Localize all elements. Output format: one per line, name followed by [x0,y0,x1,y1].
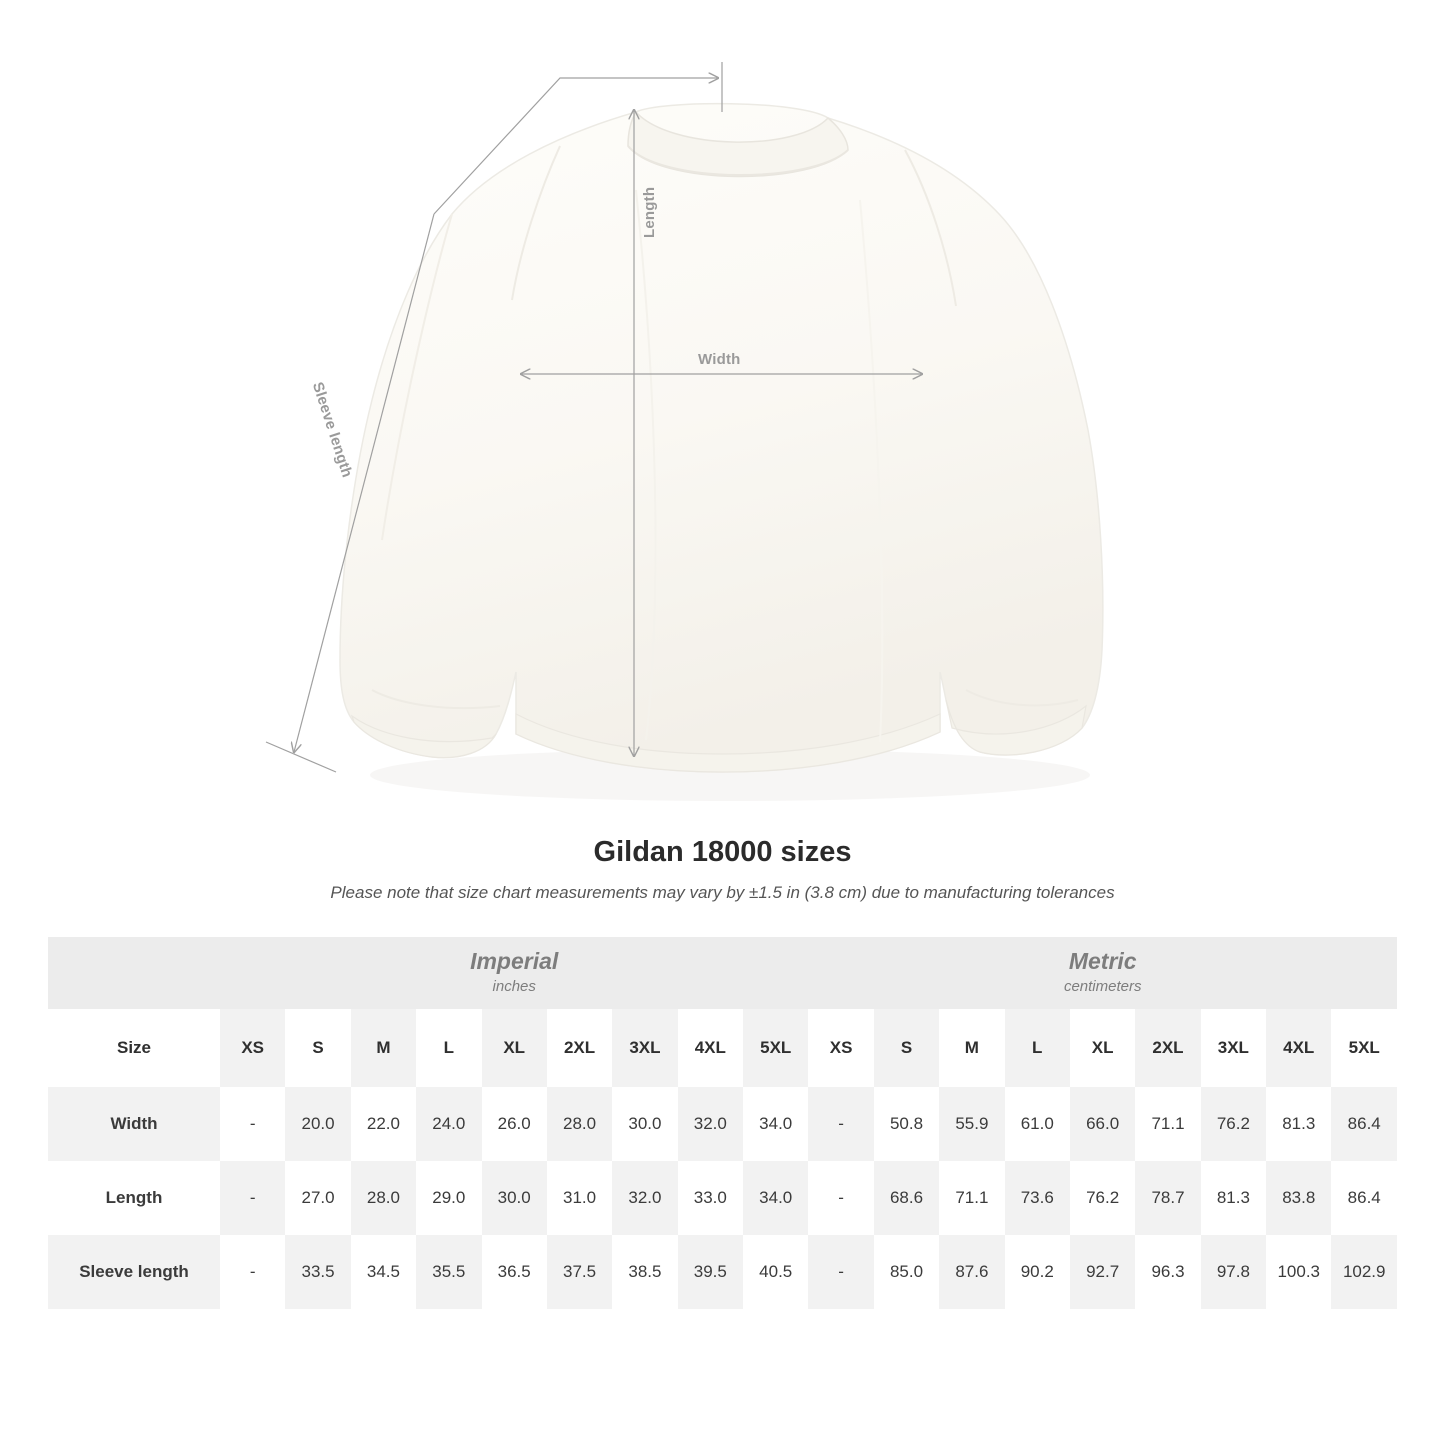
cell-width-metric-xl: 66.0 [1070,1087,1135,1161]
metric-unit-name: Metric [1068,948,1137,975]
cell-width-metric-s: 50.8 [874,1087,939,1161]
table-row [48,1235,1397,1309]
column-header-imperial-xs: XS [220,1009,285,1087]
cell-sleeve-imperial-2xl: 37.5 [547,1235,612,1309]
cell-length-imperial-m: 28.0 [351,1161,416,1235]
cell-width-metric-m: 55.9 [939,1087,1004,1161]
cell-length-imperial-l: 29.0 [416,1161,481,1235]
column-header-metric-2xl: 2XL [1135,1009,1200,1087]
unit-header-row [48,937,1397,1009]
page-title: Gildan 18000 sizes [593,836,852,868]
cell-sleeve-imperial-s: 33.5 [285,1235,350,1309]
cell-length-metric-l: 73.6 [1005,1161,1070,1235]
cell-length-imperial-xl: 30.0 [482,1161,547,1235]
cell-width-metric-3xl: 76.2 [1201,1087,1266,1161]
cell-length-metric-2xl: 78.7 [1135,1161,1200,1235]
cell-width-imperial-3xl: 30.0 [612,1087,677,1161]
column-header-imperial-2xl: 2XL [547,1009,612,1087]
table-row [48,1161,1397,1235]
cell-length-metric-m: 71.1 [939,1161,1004,1235]
column-header-imperial-4xl: 4XL [678,1009,743,1087]
width-dimension-label: Width [698,351,741,368]
cell-sleeve-metric-l: 90.2 [1005,1235,1070,1309]
cell-width-imperial-l: 24.0 [416,1087,481,1161]
cell-sleeve-imperial-3xl: 38.5 [612,1235,677,1309]
column-header-metric-5xl: 5XL [1331,1009,1397,1087]
cell-width-imperial-2xl: 28.0 [547,1087,612,1161]
cell-sleeve-imperial-5xl: 40.5 [743,1235,808,1309]
unit-header-spacer [48,937,220,1009]
cell-length-metric-xs: - [808,1161,873,1235]
cell-sleeve-metric-xs: - [808,1235,873,1309]
column-header-metric-xs: XS [808,1009,873,1087]
cell-sleeve-imperial-m: 34.5 [351,1235,416,1309]
cell-width-metric-4xl: 81.3 [1266,1087,1331,1161]
metric-unit-sub: centimeters [1063,978,1142,996]
length-dimension-label: Length [641,186,658,238]
cell-length-imperial-2xl: 31.0 [547,1161,612,1235]
cell-length-imperial-5xl: 34.0 [743,1161,808,1235]
cell-width-metric-2xl: 71.1 [1135,1087,1200,1161]
cell-length-imperial-xs: - [220,1161,285,1235]
cell-length-metric-xl: 76.2 [1070,1161,1135,1235]
table-row [48,1087,1397,1161]
column-header-metric-s: S [874,1009,939,1087]
cell-width-imperial-xs: - [220,1087,285,1161]
cell-length-imperial-4xl: 33.0 [678,1161,743,1235]
cell-width-metric-xs: - [808,1087,873,1161]
cell-sleeve-imperial-l: 35.5 [416,1235,481,1309]
cell-sleeve-metric-m: 87.6 [939,1235,1004,1309]
unit-header-metric [808,937,1397,1009]
cell-length-metric-3xl: 81.3 [1201,1161,1266,1235]
column-header-imperial-s: S [285,1009,350,1087]
cell-sleeve-metric-4xl: 100.3 [1266,1235,1331,1309]
column-header-metric-l: L [1005,1009,1070,1087]
row-label-sleeve-length: Sleeve length [48,1235,220,1309]
cell-sleeve-metric-3xl: 97.8 [1201,1235,1266,1309]
sleeve-length-dimension-label: Sleeve length [308,380,356,480]
cell-width-imperial-4xl: 32.0 [678,1087,743,1161]
size-header-row [48,1009,1397,1087]
cell-length-metric-s: 68.6 [874,1161,939,1235]
cell-width-imperial-m: 22.0 [351,1087,416,1161]
imperial-unit-sub: inches [492,978,536,996]
column-header-imperial-5xl: 5XL [743,1009,808,1087]
column-header-metric-m: M [939,1009,1004,1087]
cell-length-imperial-s: 27.0 [285,1161,350,1235]
column-header-imperial-xl: XL [482,1009,547,1087]
row-label-width: Width [48,1087,220,1161]
column-header-size: Size [48,1009,220,1087]
row-label-length: Length [48,1161,220,1235]
column-header-metric-3xl: 3XL [1201,1009,1266,1087]
imperial-unit-name: Imperial [470,948,559,975]
cell-width-imperial-xl: 26.0 [482,1087,547,1161]
cell-length-metric-4xl: 83.8 [1266,1161,1331,1235]
cell-sleeve-imperial-xs: - [220,1235,285,1309]
column-header-metric-4xl: 4XL [1266,1009,1331,1087]
tolerance-note: Please note that size chart measurements may vary by ±1.5 in (3.8 cm) due to manufacturing tolerances [330,883,1115,902]
column-header-metric-xl: XL [1070,1009,1135,1087]
cell-length-metric-5xl: 86.4 [1331,1161,1397,1235]
column-header-imperial-3xl: 3XL [612,1009,677,1087]
cell-width-imperial-s: 20.0 [285,1087,350,1161]
cell-sleeve-metric-s: 85.0 [874,1235,939,1309]
cell-length-imperial-3xl: 32.0 [612,1161,677,1235]
cell-sleeve-metric-xl: 92.7 [1070,1235,1135,1309]
cell-sleeve-imperial-4xl: 39.5 [678,1235,743,1309]
column-header-imperial-l: L [416,1009,481,1087]
cell-sleeve-imperial-xl: 36.5 [482,1235,547,1309]
column-header-imperial-m: M [351,1009,416,1087]
size-chart-table [48,937,1397,1309]
cell-width-imperial-5xl: 34.0 [743,1087,808,1161]
unit-header-imperial [220,937,808,1009]
size-table-wrapper [48,937,1397,1309]
cell-sleeve-metric-2xl: 96.3 [1135,1235,1200,1309]
cell-width-metric-l: 61.0 [1005,1087,1070,1161]
cell-width-metric-5xl: 86.4 [1331,1087,1397,1161]
cell-sleeve-metric-5xl: 102.9 [1331,1235,1397,1309]
